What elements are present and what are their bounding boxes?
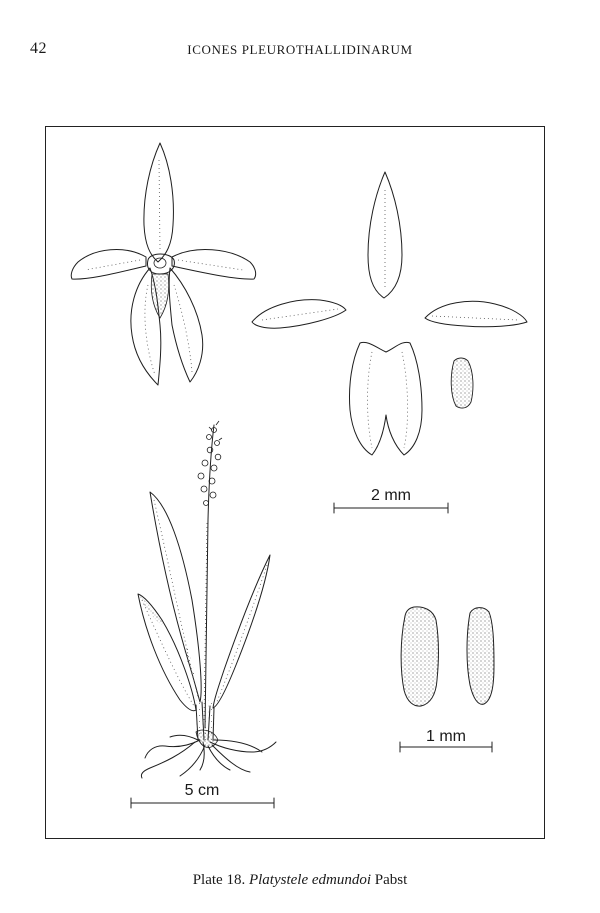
plate-label: Plate 18. [192,872,246,888]
scale-bar-1mm [400,728,492,752]
lip-front-view [401,607,438,706]
scale-label-2mm: 2 mm [371,487,411,504]
scale-label-1mm: 1 mm [426,728,466,745]
lip-side-view [467,608,494,705]
running-head: ICONES PLEUROTHALLIDINARUM [187,42,413,57]
scale-label-5cm: 5 cm [184,782,220,799]
raceme-flowers [198,421,222,506]
dissected-perianth [252,172,527,455]
scale-bar-2mm [334,487,448,513]
page-number: 42 [30,40,47,57]
species-author: Pabst [374,872,408,888]
species-name: Platystele edmundoi [248,872,372,888]
scale-bar-5cm [131,782,274,808]
plant-habit [138,421,276,778]
flower-front-view [71,143,255,385]
lip-views [401,607,494,706]
plate-caption [0,872,600,889]
